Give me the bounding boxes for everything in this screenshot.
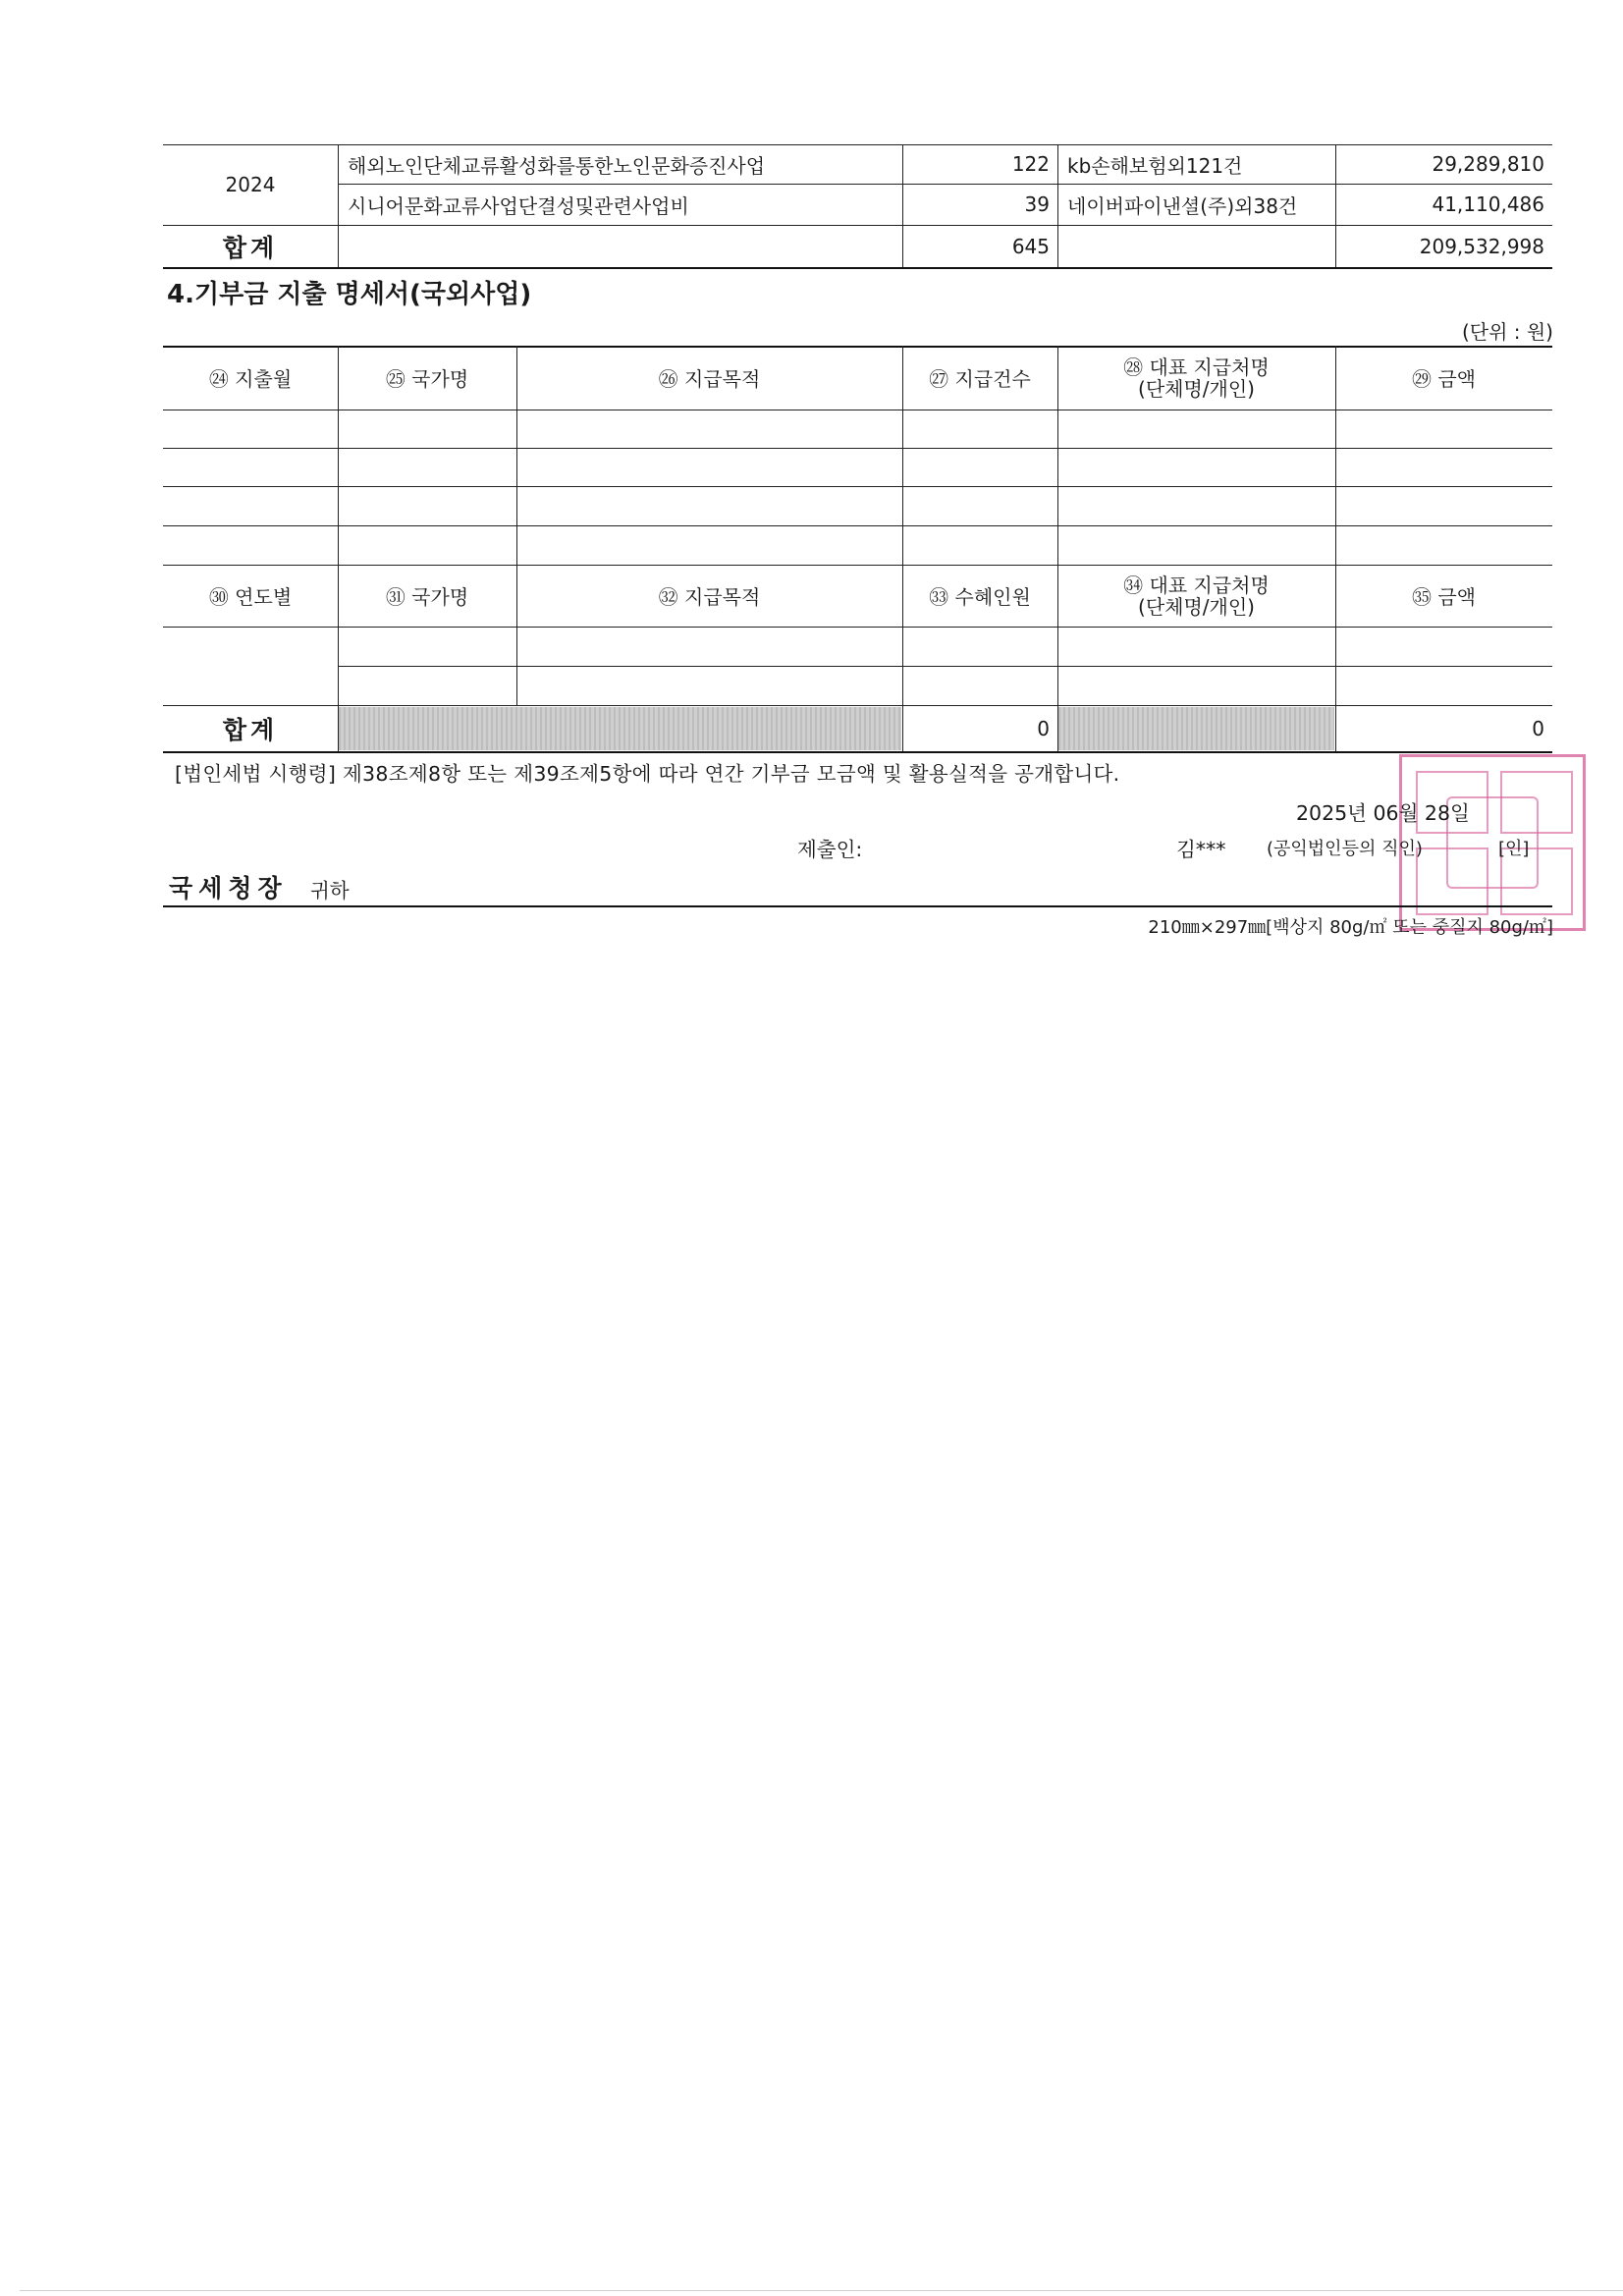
addressee-suffix: 귀하	[310, 879, 350, 902]
footer-rule	[163, 905, 1552, 907]
row-divider	[163, 525, 1552, 526]
purpose-cell: 해외노인단체교류활성화를통한노인문화증진사업	[348, 153, 766, 178]
header-purpose: ㉖ 지급목적	[658, 367, 761, 391]
total-label: 합계	[222, 715, 279, 744]
header-payee-line1: ㉘ 대표 지급처명	[1123, 355, 1270, 379]
year-cell: 2024	[225, 173, 276, 196]
addressee: 국세청장	[169, 874, 288, 902]
header-payee	[1057, 565, 1335, 627]
header-payee-line2: (단체명/개인)	[1138, 376, 1255, 401]
section-title: 4.기부금 지출 명세서(국외사업)	[167, 280, 532, 309]
submitter-name: 김***	[1176, 838, 1226, 861]
header-payee-line2: (단체명/개인)	[1138, 594, 1255, 619]
payee-cell: kb손해보험외121건	[1067, 153, 1243, 178]
total-count: 645	[1011, 234, 1050, 258]
count-cell: 39	[1024, 192, 1050, 216]
row-divider	[163, 486, 1552, 487]
header-beneficiaries: ㉝ 수혜인원	[929, 585, 1031, 609]
header-amount: ㉟ 금액	[1412, 585, 1476, 609]
header-count: ㉗ 지급건수	[929, 367, 1031, 391]
header-amount: ㉙ 금액	[1412, 367, 1476, 391]
row-divider	[163, 627, 1552, 628]
shaded-cell	[1058, 707, 1334, 750]
header-payee-line1: ㉞ 대표 지급처명	[1123, 573, 1270, 597]
total-count: 0	[1037, 716, 1050, 740]
row-divider	[163, 448, 1552, 449]
legal-notice: [법인세법 시행령] 제38조제8항 또는 제39조제5항에 따라 연간 기부금 모금액 및 활용실적을 공개합니다.	[175, 762, 1120, 786]
amount-cell: 41,110,486	[1432, 192, 1544, 216]
header-country: ㉛ 국가명	[385, 585, 469, 609]
seal-mark: [인]	[1498, 839, 1530, 859]
header-month: ㉔ 지출월	[208, 367, 293, 391]
header-country: ㉕ 국가명	[385, 367, 469, 391]
amount-cell: 29,289,810	[1432, 152, 1544, 176]
table-bottom-rule	[163, 751, 1552, 753]
total-amount: 209,532,998	[1419, 234, 1544, 258]
unit-label: (단위 : 원)	[1461, 320, 1553, 344]
total-amount: 0	[1532, 716, 1544, 740]
header-purpose: ㉜ 지급목적	[658, 585, 761, 609]
count-cell: 122	[1011, 152, 1050, 176]
total-label: 합계	[222, 233, 279, 262]
paper-spec: 210㎜×297㎜[백상지 80g/㎡ 또는 중질지 80g/㎡]	[1148, 917, 1553, 938]
header-year: ㉚ 연도별	[208, 585, 293, 609]
table-bottom-rule	[163, 267, 1552, 269]
submitter-label: 제출인:	[797, 838, 863, 861]
submission-date: 2025년 06월 28일	[1296, 801, 1470, 825]
header-payee	[1057, 346, 1335, 410]
purpose-cell: 시니어문화교류사업단결성및관련사업비	[348, 193, 689, 218]
corporate-seal-stamp	[1399, 754, 1586, 931]
payee-cell: 네이버파이낸셜(주)외38건	[1067, 193, 1298, 218]
row-divider	[338, 666, 1552, 667]
scan-edge	[20, 2290, 1623, 2291]
shaded-cell	[339, 707, 901, 750]
submitter-role: (공익법인등의 직인)	[1267, 839, 1423, 859]
